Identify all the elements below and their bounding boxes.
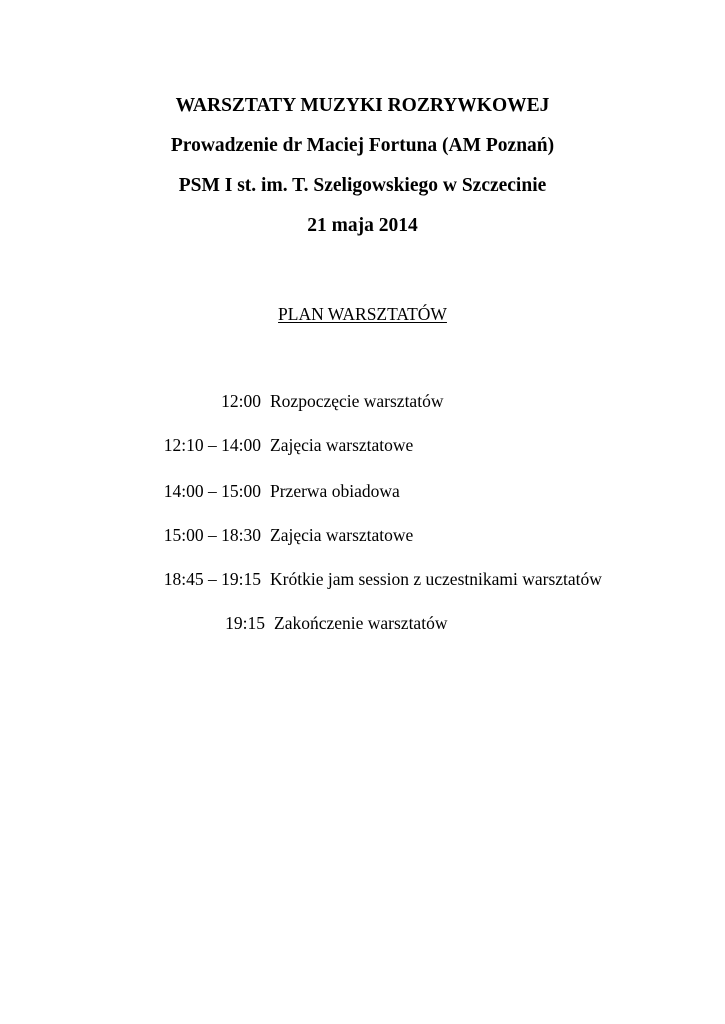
schedule-activity: Zakończenie warsztatów xyxy=(274,613,448,633)
event-date: 21 maja 2014 xyxy=(307,215,418,236)
schedule-activity: Przerwa obiadowa xyxy=(270,481,400,501)
schedule-time: 15:00 – 18:30 xyxy=(163,525,261,545)
schedule-time: 19:15 xyxy=(225,613,265,633)
schedule-row xyxy=(0,568,725,590)
schedule-time: 12:10 – 14:00 xyxy=(163,435,261,455)
schedule-row xyxy=(0,480,725,502)
document-header xyxy=(0,96,725,256)
schedule-row xyxy=(0,524,725,546)
schedule-row xyxy=(0,612,725,634)
workshop-leader: Prowadzenie dr Maciej Fortuna (AM Poznań) xyxy=(170,135,555,156)
document-title: WARSZTATY MUZYKI ROZRYWKOWEJ xyxy=(175,95,550,116)
schedule-time: 18:45 – 19:15 xyxy=(163,569,261,589)
school-name: PSM I st. im. T. Szeligowskiego w Szczecinie xyxy=(178,175,547,196)
schedule-time: 12:00 xyxy=(221,391,261,411)
plan-title-text: PLAN WARSZTATÓW xyxy=(278,304,447,324)
schedule-row xyxy=(0,434,725,456)
schedule-time: 14:00 – 15:00 xyxy=(163,481,261,501)
schedule-activity: Rozpoczęcie warsztatów xyxy=(270,391,444,411)
plan-title xyxy=(0,304,725,324)
schedule-row xyxy=(0,390,725,412)
schedule-activity: Krótkie jam session z uczestnikami warsztatów xyxy=(270,569,602,589)
schedule-activity: Zajęcia warsztatowe xyxy=(270,525,414,545)
schedule-activity: Zajęcia warsztatowe xyxy=(270,435,414,455)
